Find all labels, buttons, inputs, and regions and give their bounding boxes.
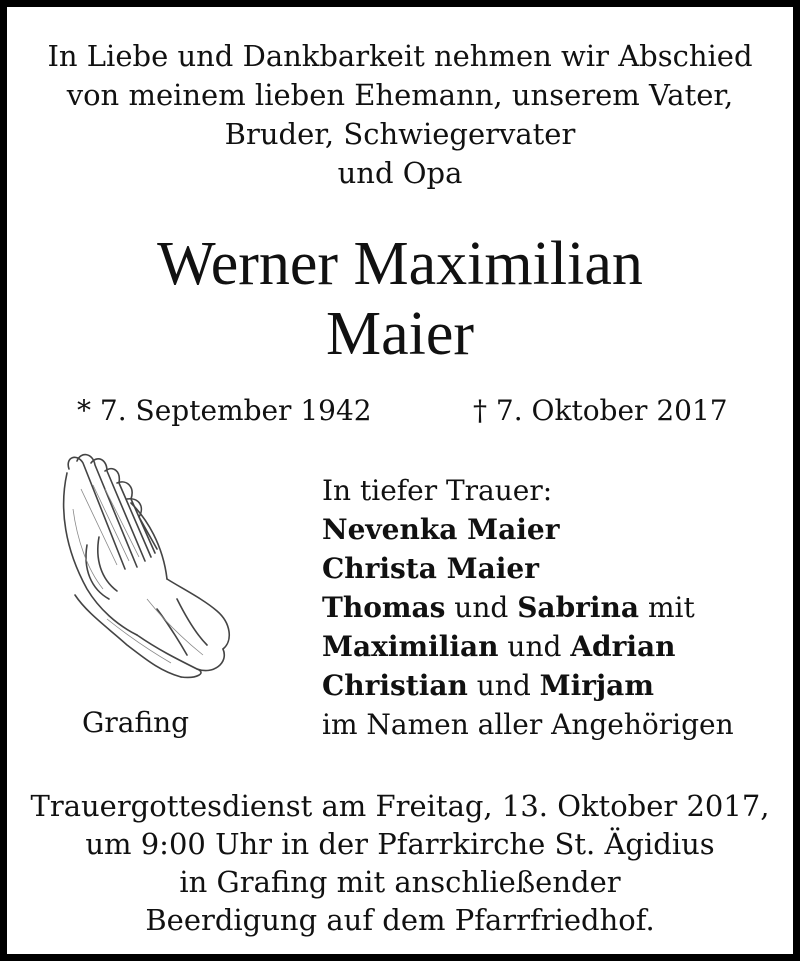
death-date: † 7. Oktober 2017 (473, 394, 728, 427)
intro-line: von meinem lieben Ehemann, unserem Vater, (66, 78, 734, 112)
service-line: Trauergottesdienst am Freitag, 13. Oktober 2017, (30, 789, 770, 823)
mourner-name: Adrian (570, 630, 676, 663)
service-line: Beerdigung auf dem Pfarrfriedhof. (145, 903, 655, 937)
name-line-2: Maier (325, 300, 475, 368)
mourner-name: Thomas (322, 591, 446, 624)
service-line: in Grafing mit anschließender (179, 865, 621, 899)
mourners-closing: im Namen aller Angehörigen (322, 708, 734, 741)
deceased-name (7, 229, 793, 369)
service-line: um 9:00 Uhr in der Pfarrkirche St. Ägidius (85, 827, 715, 861)
mourner-line (322, 588, 734, 627)
joiner-text: mit (639, 591, 695, 624)
mourner-name: Christa Maier (322, 552, 539, 585)
mourner-name: Mirjam (539, 669, 654, 702)
praying-hands-icon (47, 449, 237, 681)
mourner-line (322, 627, 734, 666)
intro-line: und Opa (337, 156, 463, 190)
place-name: Grafing (82, 706, 190, 739)
mourner-line (322, 549, 734, 588)
mourners-heading: In tiefer Trauer: (322, 474, 553, 507)
mourner-line (322, 510, 734, 549)
mourner-name: Nevenka Maier (322, 513, 560, 546)
mourners-list (322, 471, 734, 744)
intro-line: In Liebe und Dankbarkeit nehmen wir Abschied (47, 39, 753, 73)
mourner-name: Christian (322, 669, 468, 702)
mourner-name: Maximilian (322, 630, 499, 663)
intro-line: Bruder, Schwiegervater (224, 117, 576, 151)
intro-text (7, 37, 793, 193)
mourner-line (322, 666, 734, 705)
name-line-1: Werner Maximilian (157, 230, 643, 298)
birth-date: * 7. September 1942 (77, 394, 372, 427)
mourner-name: Sabrina (517, 591, 640, 624)
joiner-text: und (445, 591, 518, 624)
joiner-text: und (467, 669, 540, 702)
joiner-text: und (498, 630, 571, 663)
service-info (7, 787, 793, 939)
